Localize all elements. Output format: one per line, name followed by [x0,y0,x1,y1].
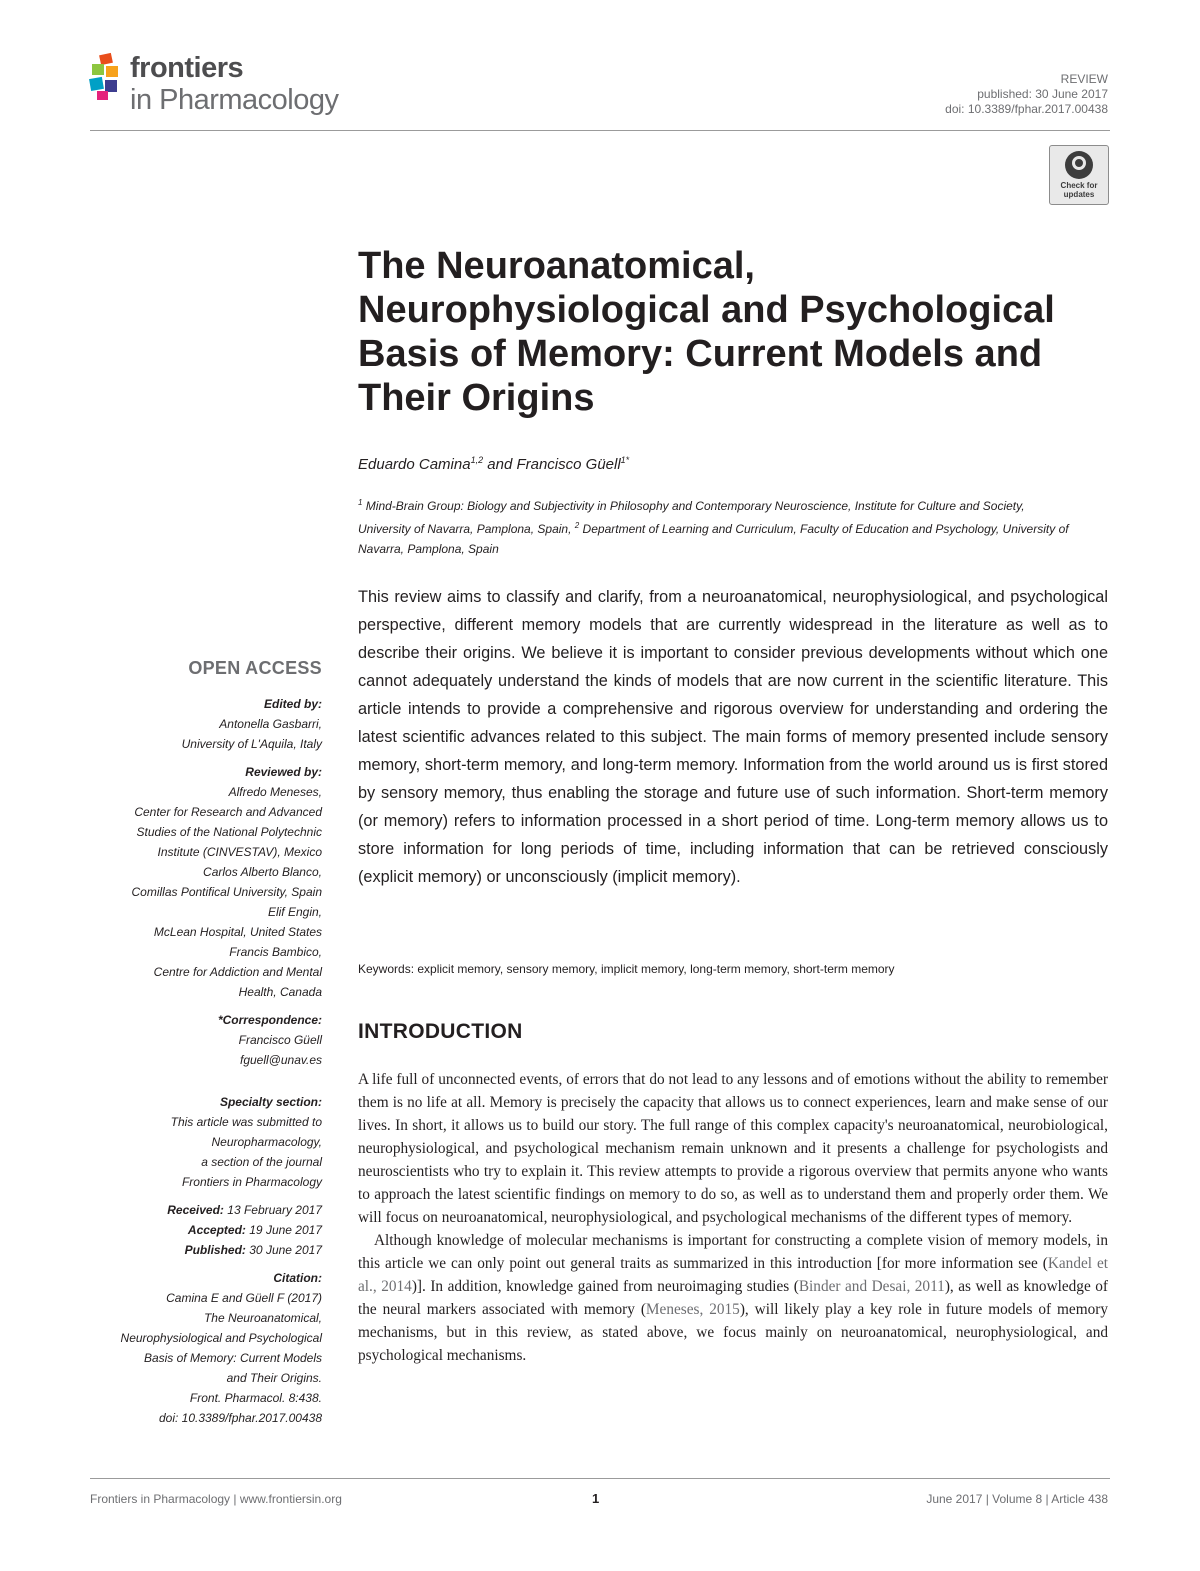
sidebar-line: University of L'Aquila, Italy [181,737,322,751]
author-affiliation-marker: 1,2 [470,455,484,465]
sidebar-line: Basis of Memory: Current Models [143,1351,322,1365]
edited-by-section [82,694,322,754]
affiliation-marker: 2 [574,521,580,530]
sidebar-heading: Reviewed by: [245,765,322,779]
sidebar-line: Center for Research and Advanced [134,805,322,819]
author-name[interactable]: Eduardo Camina [358,456,471,473]
sidebar-heading: *Correspondence: [217,1013,322,1027]
sidebar-line: This article was submitted to [170,1115,322,1129]
published-date: published: 30 June 2017 [977,87,1108,101]
abstract: This review aims to classify and clarify, from a neuroanatomical, neurophysiological, and psychological perspective, different memory models that are currently widespread in the literature as well as to describe their origins. We believe it is important to consider previous developments without which one cannot adequately understand the kinds of models that are now current in the scientific literature. This article intends to provide a comprehensive and rigorous overview for understanding and ordering the latest scientific advances related to this subject. The main forms of memory presented include sensory memory, short-term memory, and long-term memory. Information from the world around us is first stored by sensory memory, thus enabling the storage and future use of such information. Short-term memory (or memory) refers to information processed in a short period of time. Long-term memory allows us to store information for long periods of time, including information that can be retrieved consciously (explicit memory) or unconsciously (implicit memory). [358,588,1108,886]
article-meta [945,72,1108,117]
correspondence-section [82,1010,322,1070]
sidebar-line: Centre for Addiction and Mental [153,965,322,979]
sidebar-heading: Edited by: [263,697,322,711]
author-conjunction: and [483,456,517,473]
sidebar-line: Neuropharmacology, [211,1135,322,1149]
affiliation-text: Mind-Brain Group: Biology and Subjectivity in Philosophy and Contemporary Neuroscience, Institute for Culture and Society, University of Navarra, Pamplona, Spain, [358,499,1025,536]
sidebar-line: a section of the journal [201,1155,322,1169]
citation-link[interactable]: Binder and Desai, 2011 [798,1278,945,1295]
article-doi[interactable]: doi: 10.3389/fphar.2017.00438 [945,102,1108,116]
crossmark-icon [1065,151,1093,179]
crossmark-label-1: Check for [1060,181,1098,190]
sidebar-line: Comillas Pontifical University, Spain [131,885,322,899]
sidebar-line: and Their Origins. [226,1371,322,1385]
citation-link[interactable]: Kandel et al., 2014 [358,1255,1108,1295]
article-title: The Neuroanatomical, Neurophysiological and Psychological Basis of Memory: Current Models and Their Origins [358,245,1055,419]
page-number: 1 [592,1491,600,1506]
crossmark-label-2: updates [1063,190,1095,199]
affiliations [358,493,1073,559]
dates-section [82,1200,322,1260]
sidebar-line: Camina E and Güell F (2017) [166,1291,322,1305]
introduction-body [358,1068,1108,1367]
sidebar-line: Studies of the National Polytechnic [136,825,322,839]
section-heading-introduction: INTRODUCTION [358,1020,523,1043]
sidebar-line: Francis Bambico, [229,945,322,959]
sidebar-line: Antonella Gasbarri, [219,717,322,731]
sidebar-line: The Neuroanatomical, [203,1311,322,1325]
specialty-section [82,1092,322,1192]
published-date-sidebar: Published: 30 June 2017 [184,1243,322,1257]
sidebar-line: Frontiers in Pharmacology [181,1175,322,1189]
sidebar-line: McLean Hospital, United States [153,925,322,939]
sidebar-line: Alfredo Meneses, [228,785,322,799]
author-affiliation-marker: 1* [620,455,630,465]
header-divider [90,130,1110,131]
article-type: REVIEW [1060,72,1108,86]
open-access-label: OPEN ACCESS [188,658,322,678]
sidebar-line: Health, Canada [238,985,322,999]
affiliation-marker: 1 [358,498,363,507]
crossmark-badge[interactable] [1049,145,1109,205]
sidebar-line: Institute (CINVESTAV), Mexico [157,845,322,859]
affiliation-text: Department of Learning and Curriculum, Faculty of Education and Psychology, University of Navarra, Pamplona, Spain [358,522,1069,556]
sidebar-heading: Specialty section: [219,1095,322,1109]
citation-link[interactable]: Meneses, 2015 [645,1301,740,1318]
body-paragraph: A life full of unconnected events, of errors that do not lead to any lessons and of emotions without the ability to remember them is no life at all. Memory is precisely the capacity that allows us to connect experiences, learn and make sense of our lives. In short, it allows us to build our story. The full range of this complex capacity's neuroanatomical, neurobiological, neurophysiological, and psychological mechanism remain unknown and it presents a challenge for psychologists and neuroscientists who try to explain it. This review attempts to provide a rigorous overview that permits anyone who wants to approach the latest scientific findings on memory to do so, as well as to understand them and properly order them. We will focus on neuroanatomical, neurophysiological, and psychological mechanisms of the different types of memory. [358,1071,1108,1226]
article-info-sidebar [82,656,322,1436]
frontiers-logo-icon [88,52,132,102]
sidebar-line: Neurophysiological and Psychological [120,1331,322,1345]
logo-text-frontiers: frontiers [130,52,244,84]
author-name[interactable]: Francisco Güell [516,456,621,473]
correspondence-email[interactable]: fguell@unav.es [239,1053,322,1067]
received-date: Received: 13 February 2017 [167,1203,322,1217]
author-list [358,455,629,473]
footer-journal-link[interactable]: Frontiers in Pharmacology | www.frontiersin.org [90,1492,342,1506]
citation-section [82,1268,322,1428]
reviewed-by-section [82,762,322,1002]
sidebar-heading: Citation: [273,1271,322,1285]
footer-divider [90,1478,1110,1479]
journal-logo[interactable] [88,50,358,125]
keywords: Keywords: explicit memory, sensory memory, implicit memory, long-term memory, short-term memory [358,962,895,976]
sidebar-line: Carlos Alberto Blanco, [203,865,322,879]
logo-text-journal: in Pharmacology [130,84,339,116]
body-paragraph: Although knowledge of molecular mechanisms is important for constructing a complete vision of memory models, in this article we can only point out general traits as summarized in this introduction [for more information see (Kandel et al., 2014)]. In addition, knowledge gained from neuroimaging studies (Binder and Desai, 2011), as well as knowledge of the neural markers associated with memory (Meneses, 2015), will likely play a key role in future models of memory mechanisms, but in this review, as stated above, we focus mainly on neuroanatomical, neurophysiological, and psychological mechanisms. [358,1232,1109,1364]
accepted-date: Accepted: 19 June 2017 [187,1223,322,1237]
sidebar-line: doi: 10.3389/fphar.2017.00438 [158,1411,322,1425]
sidebar-line: Elif Engin, [267,905,322,919]
footer-issue-info: June 2017 | Volume 8 | Article 438 [926,1492,1108,1506]
sidebar-line: Francisco Güell [238,1033,322,1047]
sidebar-line: Front. Pharmacol. 8:438. [189,1391,322,1405]
